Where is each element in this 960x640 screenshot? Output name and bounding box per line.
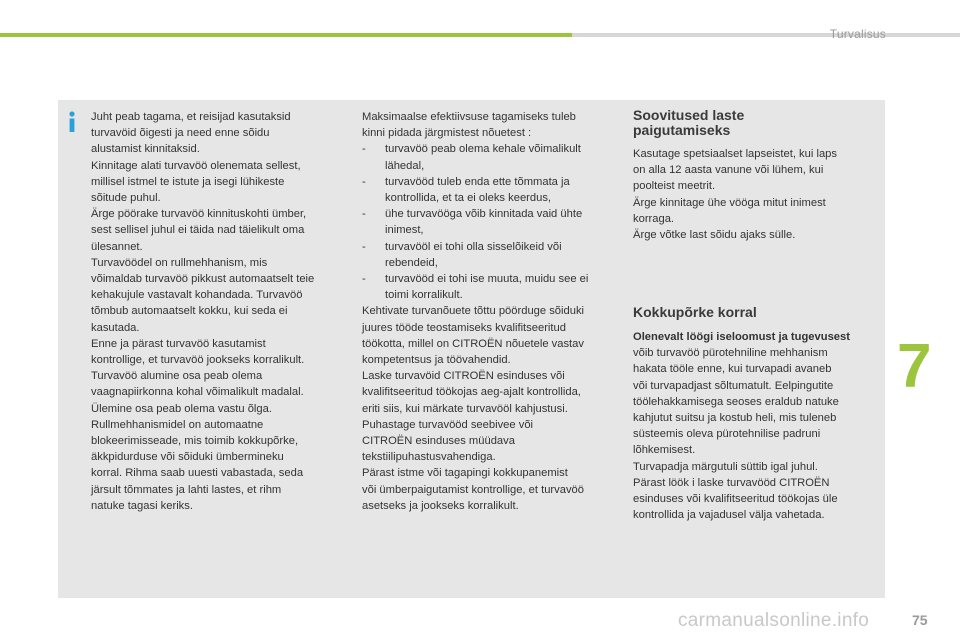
list-item-line: - turvavööl ei tohi olla sisselõikeid või (385, 240, 562, 253)
info-icon (66, 111, 78, 133)
text-line: Puhastage turvavööd seebivee või (362, 418, 534, 431)
heading-line: paigutamiseks (633, 122, 731, 138)
text-line: kontrollige, et turvavöö jookseks korralikult. (91, 354, 305, 367)
text-line: või turvapadjast sõltumatult. Eelpingutite (633, 379, 834, 392)
list-item-line: - turvavöö peab olema kehale võimalikult (385, 143, 581, 156)
text-line: eriti siis, kui märkate turvavööl kahjustusi. (362, 402, 568, 415)
text-line: kontrollida ja vajadusel välja vahetada. (633, 509, 825, 522)
text-line: Ülemine osa peab olema vastu õlga. (91, 402, 272, 415)
column-child-placement (633, 108, 878, 243)
text-line: on alla 12 aasta vanune või lühem, kui (633, 164, 824, 177)
text-line: kahjutut suitsu ja kostub heli, mis tuleneb (633, 412, 837, 425)
text-line: Kasutage spetsiaalset lapseistet, kui laps (633, 148, 837, 160)
list-item-line: - turvavööd ei tohi ise muuta, muidu see ei (385, 273, 589, 286)
list-item (362, 141, 617, 173)
text-line: kvalifitseeritud töökojas aeg-ajalt kontrollida, (362, 386, 581, 399)
text-line: esinduses või kvalifitseeritud töökojas üle (633, 493, 838, 506)
text-line: Turvavöö alumine osa peab olema (91, 370, 263, 383)
text-line: vaagnapiirkonna kohal võimalikult madalal. (91, 386, 304, 399)
list-item-line: - ühe turvavööga võib kinnitada vaid ühte (385, 208, 583, 221)
list-item (362, 174, 617, 206)
text-line: Ärge võtke last sõidu ajaks sülle. (633, 229, 796, 242)
text-line: korral. Rihma saab uuesti vabastada, seda (91, 467, 304, 480)
heading-collision: Kokkupõrke korral (633, 304, 757, 320)
text-line: võimaldab turvavöö pikkust automaatselt teie (91, 273, 315, 286)
text-line: Turvapadja märgutuli süttib igal juhul. (633, 460, 818, 473)
page-number: 75 (912, 612, 928, 628)
text-line: töölehakkamisega seoses eraldub natuke (633, 395, 839, 408)
text-line: juures tööde teostamiseks kvalifitseeritud (362, 321, 566, 334)
text-line: ülesannet. (91, 240, 143, 253)
text-line: Enne ja pärast turvavöö kasutamist (91, 337, 266, 350)
text-line: kehakujule vastavalt kohandada. Turvavöö (91, 289, 303, 302)
text-line: järsult tõmmates ja lahti lastes, et rihm (91, 483, 282, 496)
text-line: blokeerimisseade, mis toimib kokkupõrke, (91, 435, 299, 448)
requirements-outro (362, 303, 617, 514)
list-item-line: - turvavööd tuleb enda ette tõmmata ja (385, 175, 570, 188)
text-line: äkkpidurduse või sõiduki ümbermineku (91, 451, 284, 464)
column-collision (633, 305, 878, 523)
text-line: poolteist meetrit. (633, 180, 716, 193)
heading-child-placement (633, 108, 878, 138)
text-line: Rullmehhanismidel on automaatne (91, 418, 264, 431)
child-placement-text (633, 146, 878, 243)
text-line: Turvavöödel on rullmehhanism, mis (91, 256, 268, 269)
text-line: alustamist kinnitaksid. (91, 143, 200, 156)
requirements-intro (362, 109, 617, 141)
text-line: Pärast istme või tagapingi kokkupanemist (362, 467, 568, 480)
text-line: töökotta, millel on CITROËN nõuetele vastav (362, 337, 584, 350)
text-line: korraga. (633, 212, 675, 225)
list-item-line: kontrollida, et ta ei oleks keerdus, (385, 192, 552, 205)
text-line: hakata tööle enne, kui turvapadi avaneb (633, 363, 832, 376)
text-line: sõitude puhul. (91, 192, 161, 205)
header-accent-bar (0, 33, 572, 37)
list-item-line: lähedal, (385, 159, 425, 172)
requirements-list (362, 141, 617, 303)
text-line: Pärast löök i laske turvavööd CITROËN (633, 476, 830, 489)
text-line: tõmbub automaatselt kokku, kui seda ei (91, 305, 288, 318)
text-line: kompetentsus ja töövahendid. (362, 354, 511, 367)
list-item-line: rebendeid, (385, 256, 438, 269)
text-line: tekstiilipuhastusvahendiga. (362, 451, 496, 464)
text-line: kinni pidada järgmistest nõuetest : (362, 127, 532, 140)
list-item (362, 271, 617, 303)
text-line: sest sellisel juhul ei täida nad täielikult oma (91, 224, 305, 237)
text-line: Maksimaalse efektiivsuse tagamiseks tuleb (362, 111, 576, 123)
list-item-line: inimest, (385, 224, 424, 237)
column-seatbelt-requirements (362, 109, 617, 514)
text-line: asetseks ja jookseks korralikult. (362, 499, 519, 512)
text-line: Kinnitage alati turvavöö olenemata sellest, (91, 159, 301, 172)
list-item-line: toimi korralikult. (385, 289, 463, 302)
list-item (362, 239, 617, 271)
text-line: millisel istmel te istute ja isegi lühikeste (91, 175, 285, 188)
text-line: CITROËN esinduses müüdava (362, 435, 515, 448)
text-line: või ümberpaigutamist kontrollige, et turvavöö (362, 483, 584, 496)
text-line: Ärge kinnitage ühe vööga mitut inimest (633, 196, 826, 209)
text-line: natuke tagasi keriks. (91, 499, 193, 512)
text-line: Ärge pöörake turvavöö kinnituskohti ümber, (91, 208, 307, 221)
list-item (362, 206, 617, 238)
header-divider-bar (572, 33, 960, 37)
watermark: carmanualsonline.info (678, 610, 870, 631)
collision-bold-line: Olenevalt löögi iseloomust ja tugevusest (633, 331, 850, 343)
chapter-number: 7 (897, 332, 932, 401)
text-line: Juht peab tagama, et reisijad kasutaksid (91, 111, 291, 123)
text-line: lõhkemisest. (633, 444, 696, 457)
text-line: Laske turvavöid CITROËN esinduses või (362, 370, 565, 383)
text-line: turvavöid õigesti ja need enne sõidu (91, 127, 270, 140)
heading-line: Soovitused laste (633, 107, 745, 123)
text-line: kasutada. (91, 321, 140, 334)
section-title: Turvalisus (829, 27, 886, 41)
text-line: võib turvavöö pürotehniline mehhanism (633, 347, 828, 360)
column-seatbelt-usage (91, 109, 349, 514)
text-line: Kehtivate turvanõuete tõttu pöörduge sõiduki (362, 305, 585, 318)
text-line: süsteemis oleva pürotehnilise padruni (633, 428, 821, 441)
collision-text (633, 345, 878, 523)
